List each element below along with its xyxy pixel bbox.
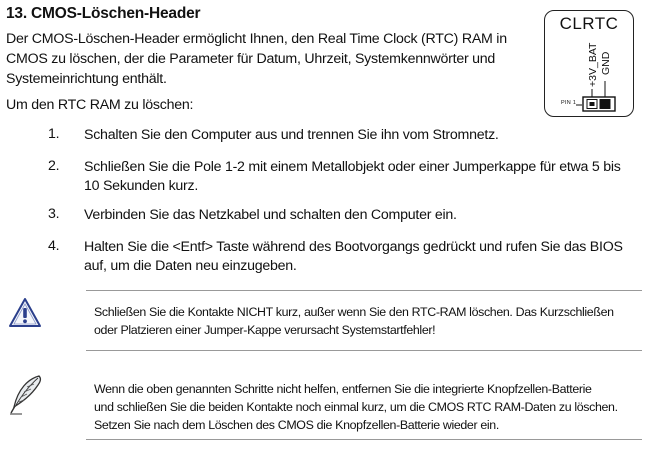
step-line: Schließen Sie die Pole 1-2 mit einem Metallobjekt oder einer Jumperkappe für etwa 5 bis (84, 159, 621, 175)
intro-line: Der CMOS-Löschen-Header ermöglicht Ihnen, den Real Time Clock (RTC) RAM in (6, 31, 507, 47)
pin1-label: PIN 1 (561, 100, 577, 106)
step-number: 3. (48, 206, 60, 222)
step-number: 2. (48, 158, 60, 174)
pin-label-3v-bat: +3V_BAT (587, 42, 599, 87)
notice-line: und schließen Sie die beiden Kontakte noch einmal kurz, um die CMOS RTC RAM-Daten zu löschen. (94, 400, 618, 414)
step-text (84, 238, 644, 276)
intro-paragraph (6, 29, 516, 89)
step-text (84, 206, 644, 225)
warning-triangle-icon (8, 296, 42, 330)
notice-top-rule (86, 290, 642, 291)
pin-label-gnd: GND (600, 51, 612, 75)
clrtc-header-diagram (544, 10, 634, 117)
step-text (84, 158, 644, 196)
step-number: 1. (48, 126, 60, 142)
intro-line: CMOS zu löschen, der die Parameter für Datum, Uhrzeit, Systemkennwörter und (6, 51, 496, 67)
diagram-title: CLRTC (559, 14, 619, 33)
warning-text (94, 303, 614, 339)
note-text (94, 380, 618, 434)
notice-line: oder Platzieren einer Jumper-Kappe verursacht Systemstartfehler! (94, 323, 436, 337)
step-line: 10 Sekunden kurz. (84, 178, 199, 194)
notice-line: Setzen Sie nach dem Löschen des CMOS die Knopfzellen-Batterie wieder ein. (94, 418, 499, 432)
step-line: auf, um die Daten neu einzugeben. (84, 258, 297, 274)
step-line: Halten Sie die <Entf> Taste während des Bootvorgangs gedrückt und rufen Sie das BIOS (84, 239, 623, 255)
notice-line: Wenn die oben genannten Schritte nicht helfen, entfernen Sie die integrierte Knopfzellen-Batterie (94, 382, 592, 396)
step-line: Verbinden Sie das Netzkabel und schalten den Computer ein. (84, 207, 457, 223)
notice-bottom-rule (86, 350, 642, 351)
step-text (84, 126, 644, 145)
section-heading: 13. CMOS-Löschen-Header (6, 5, 201, 22)
notice-bottom-rule (86, 439, 642, 440)
intro-line: Systemeinrichtung enthält. (6, 71, 167, 87)
jumper-pins-icon (545, 11, 633, 116)
steps-lead: Um den RTC RAM zu löschen: (6, 97, 194, 113)
notice-line: Schließen Sie die Kontakte NICHT kurz, außer wenn Sie den RTC-RAM löschen. Das Kurzschließen (94, 305, 614, 319)
step-line: Schalten Sie den Computer aus und trennen Sie ihn vom Stromnetz. (84, 127, 499, 143)
quill-note-icon (8, 373, 44, 417)
step-number: 4. (48, 238, 60, 254)
